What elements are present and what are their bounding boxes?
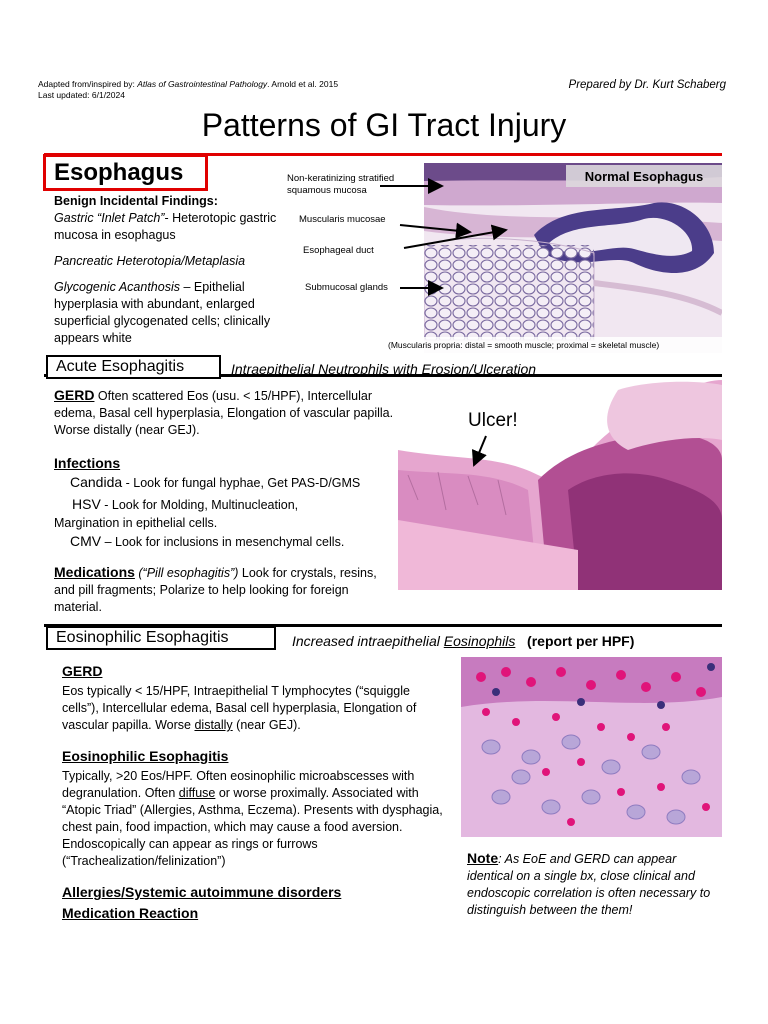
- label-muscularis-mucosae: Muscularis mucosae: [299, 214, 386, 225]
- infection-hsv-cont: Margination in epithelial cells.: [54, 516, 218, 530]
- eoe-gerd-desc: Eos typically < 15/HPF, Intraepithelial T lymphocytes (“squiggle cells”), Intercellular edema, Basal cell hyperplasia, Elongation of vascular papilla. Worse distally (near GEJ).: [62, 684, 417, 732]
- eoe-desc: Typically, >20 Eos/HPF. Often eosinophilic microabscesses with degranulation. Often diffuse or worse proximally. Associated with “Atopic Triad” (Allergies, Asthma, Eczema). Presents with dysphagia, chest pain, food impaction, which may cause a food aversion. Endoscopically can appear as rings or furrows (“Trachealization/felinization”): [62, 769, 443, 868]
- page-title: Patterns of GI Tract Injury: [201, 107, 567, 143]
- acute-subtitle: Intraepithelial Neutrophils with Erosion/Ulceration: [231, 361, 537, 377]
- eoe-subtitle: Increased intraepithelial Eosinophils (report per HPF): [292, 633, 635, 649]
- section-heading-acute: Acute Esophagitis: [46, 355, 221, 379]
- label-esophageal-duct: Esophageal duct: [303, 245, 374, 256]
- ulcer-image: [398, 380, 722, 590]
- eoe-heading: Eosinophilic Esophagitis: [62, 748, 229, 764]
- infections-heading: Infections: [54, 455, 121, 471]
- label-squamous-mucosa: Non-keratinizing stratified squamous mucosa: [287, 173, 395, 196]
- last-updated: Last updated: 6/1/2024: [38, 90, 125, 100]
- ulcer-arrow: [466, 432, 496, 472]
- muscularis-caption: (Muscularis propria: distal = smooth muscle; proximal = skeletal muscle): [388, 340, 660, 350]
- label-arrows: [370, 170, 550, 310]
- author-credit: Prepared by Dr. Kurt Schaberg: [568, 79, 726, 91]
- image-title: Normal Esophagus: [584, 169, 704, 184]
- section-heading-eoe: Eosinophilic Esophagitis: [46, 626, 276, 650]
- eoe-gerd-heading: GERD: [62, 663, 103, 679]
- infection-cmv: CMV – Look for inclusions in mesenchymal cells.: [70, 533, 345, 549]
- infection-hsv: HSV - Look for Molding, Multinucleation,: [72, 496, 299, 512]
- eosinophil-image: [461, 657, 722, 837]
- infection-candida: Candida - Look for fungal hyphae, Get PAS-D/GMS: [70, 474, 361, 490]
- note-box: Note: As EoE and GERD can appear identical on a single bx, close clinical and endoscopic correlation is often necessary to distinguish between the them!: [467, 850, 711, 917]
- acute-gerd: GERD Often scattered Eos (usu. < 15/HPF), Intercellular edema, Basal cell hyperplasia, Elongation of vascular papilla. Worse distally (near GEJ).: [54, 387, 394, 437]
- label-submucosal-glands: Submucosal glands: [305, 282, 388, 293]
- allergies-heading: Allergies/Systemic autoimmune disorders: [62, 884, 342, 900]
- acute-medications: Medications (“Pill esophagitis”) Look for crystals, resins, and pill fragments; Polarize to help looking for foreign material.: [54, 564, 377, 614]
- benign-findings: Benign Incidental Findings: Gastric “Inlet Patch”- Heterotopic gastric mucosa in esophagus Pancreatic Heterotopia/Metaplasia Glycogenic Acanthosis – Epithelial hyperplasia with abundant, enlarged superficial glycogenated cells; clinically appears white: [54, 194, 277, 345]
- ulcer-label: Ulcer!: [468, 410, 518, 431]
- source-credit: Adapted from/inspired by: Atlas of Gastrointestinal Pathology. Arnold et al. 2015: [38, 79, 339, 89]
- medication-reaction-heading: Medication Reaction: [62, 905, 199, 921]
- section-heading-esophagus: Esophagus: [43, 154, 208, 191]
